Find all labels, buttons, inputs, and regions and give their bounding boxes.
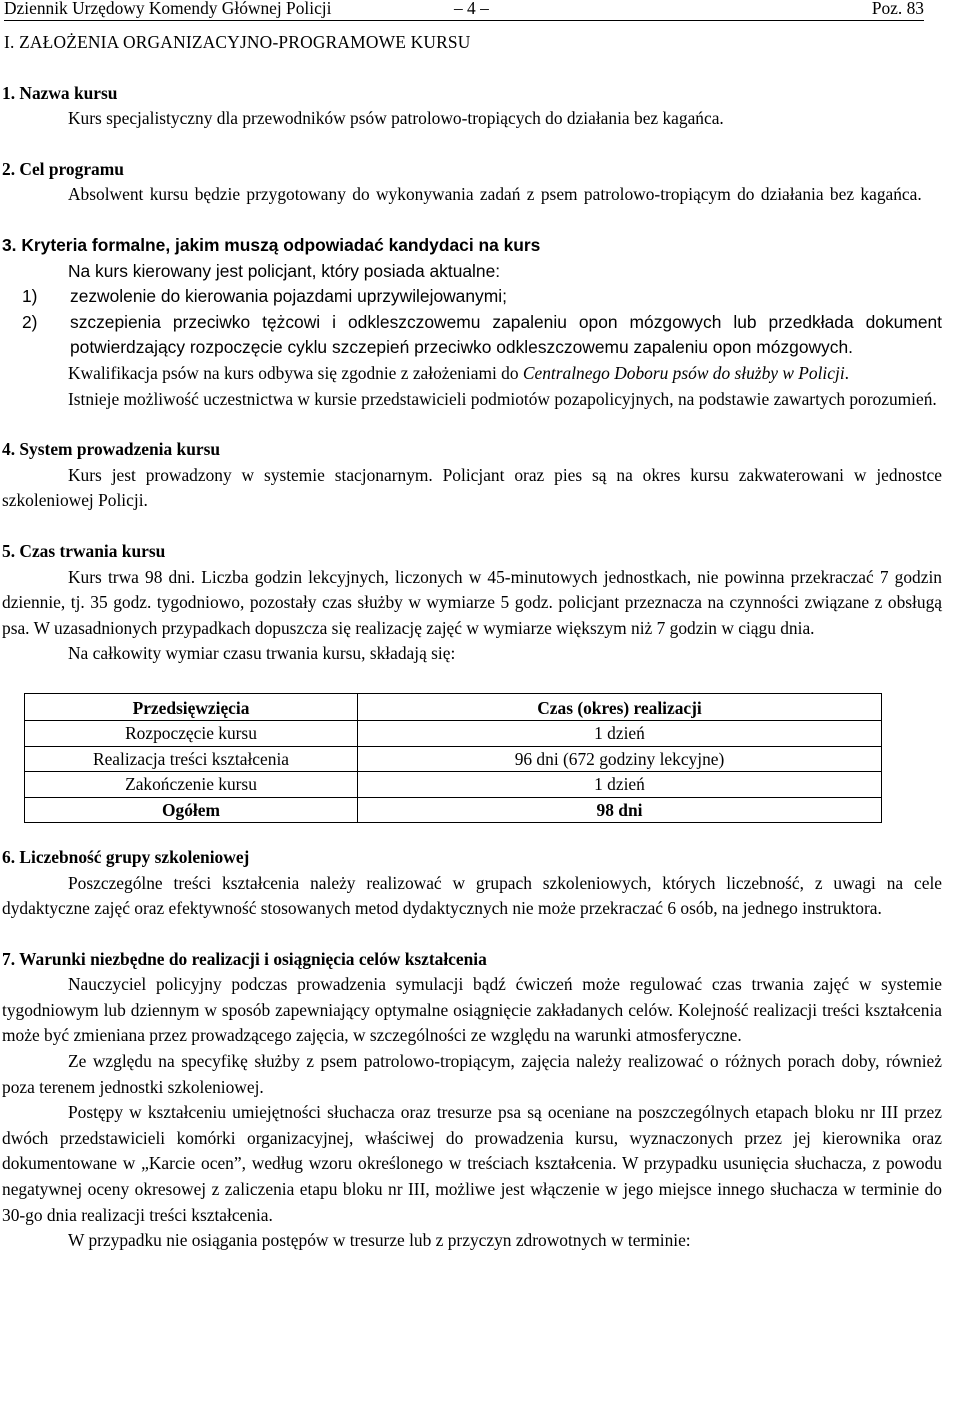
- table-cell: 96 dni (672 godziny lekcyjne): [358, 746, 882, 771]
- requirements-list: [2, 284, 942, 361]
- section-4-text: Kurs jest prowadzony w systemie stacjonarnym. Policjant oraz pies są na okres kursu zakwaterowani w jednostce szkoleniowej Policji.: [2, 464, 942, 511]
- header-rule: [4, 20, 924, 21]
- section-6-text: Poszczególne treści kształcenia należy realizować w grupach szkoleniowych, których liczebność, z uwagi na cele dydaktyczne zajęć oraz efektywność stosowanych metod dydaktycznych nie może przekraczać 6 osób, na jednego instruktora.: [2, 872, 942, 919]
- section-7-title: 7. Warunki niezbędne do realizacji i osiągnięcia celów kształcenia: [2, 948, 487, 969]
- section-1-text: Kurs specjalistyczny dla przewodników psów patrolowo-tropiących do działania bez kagańca.: [68, 108, 724, 129]
- section-3-qualification: Kwalifikacja psów na kurs odbywa się zgodnie z założeniami do Centralnego Doboru psów do służby w Policji.: [68, 362, 850, 383]
- table-header-row: [25, 693, 882, 720]
- chapter-title: I. ZAŁOŻENIA ORGANIZACYJNO-PROGRAMOWE KURSU: [4, 32, 471, 52]
- table-cell: Realizacja treści kształcenia: [25, 746, 358, 771]
- table-cell: Zakończenie kursu: [25, 772, 358, 797]
- section-2-text: Absolwent kursu będzie przygotowany do wykonywania zadań z psem patrolowo-tropiącym do działania bez kagańca.: [68, 184, 922, 205]
- section-3-title: 3. Kryteria formalne, jakim muszą odpowiadać kandydaci na kurs: [2, 234, 541, 255]
- section-3-intro: Na kurs kierowany jest policjant, który posiada aktualne:: [68, 260, 501, 281]
- table-total-row: [25, 797, 882, 822]
- section-6-title: 6. Liczebność grupy szkoleniowej: [2, 846, 250, 867]
- section-1-title: 1. Nazwa kursu: [2, 82, 118, 103]
- section-5-title: 5. Czas trwania kursu: [2, 540, 166, 561]
- section-7-p2: Ze względu na specyfikę służby z psem patrolowo-tropiącym, zajęcia należy realizować o różnych porach doby, również poza terenem jednostki szkoleniowej.: [2, 1051, 942, 1097]
- header-position: Poz. 83: [871, 0, 924, 18]
- section-7-p1: Nauczyciel policyjny podczas prowadzenia symulacji bądź ćwiczeń może regulować czas trwania zajęć w systemie tygodniowym lub dziennym w sposób zapewniający optymalne osiągnięcie zakładanych celów. Kolejność realizacji treści kształcenia może być zmieniana przez prowadzącego zajęcia, w szczególności ze względu na warunki atmosferyczne.: [2, 974, 942, 1046]
- section-5-text: Kurs trwa 98 dni. Liczba godzin lekcyjnych, liczonych w 45-minutowych jednostkach, nie powinna przekraczać 7 godzin dziennie, tj. 35 godz. tygodniowo, pozostały czas służby w wymiarze 5 godz. policjant przeznacza na czynności związane z obsługą psa. W uzasadnionych przypadkach dopuszcza się realizację zajęć w wymiarze większym niż 7 godzin w ciągu dnia.: [2, 566, 942, 638]
- section-1: [2, 81, 942, 132]
- section-3: [2, 233, 942, 361]
- section-3-external: Istnieje możliwość uczestnictwa w kursie przedstawicieli podmiotów pozapolicyjnych, na podstawie zawartych porozumień.: [68, 388, 937, 409]
- page-header: [2, 0, 942, 18]
- list-item: 2) szczepienia przeciwko tężcowi i odkleszczowemu zapaleniu opon mózgowych lub przedkłada dokument potwierdzający rozpoczęcie cyklu szczepień przeciwko odkleszczowemu zapaleniu opon mózgowych.: [22, 311, 942, 358]
- table-header-cell: Przedsięwzięcia: [25, 693, 358, 720]
- table-row: [25, 746, 882, 771]
- list-item: 1) zezwolenie do kierowania pojazdami uprzywilejowanymi;: [22, 286, 507, 307]
- table-cell: Ogółem: [25, 797, 358, 822]
- table-cell: Rozpoczęcie kursu: [25, 721, 358, 746]
- section-7: [2, 947, 942, 1254]
- section-4: [2, 437, 942, 514]
- table-header-cell: Czas (okres) realizacji: [358, 693, 882, 720]
- table-cell: 98 dni: [358, 797, 882, 822]
- table-row: [25, 721, 882, 746]
- section-5: [2, 539, 942, 823]
- section-2-title: 2. Cel programu: [2, 158, 124, 179]
- header-journal-title: Dziennik Urzędowy Komendy Głównej Policji: [4, 0, 332, 18]
- section-2: [2, 157, 942, 208]
- table-cell: 1 dzień: [358, 721, 882, 746]
- section-6: [2, 845, 942, 922]
- section-5-text2: Na całkowity wymiar czasu trwania kursu, składają się:: [68, 643, 456, 664]
- duration-table: [24, 693, 882, 823]
- table-cell: 1 dzień: [358, 772, 882, 797]
- italic-reference: Centralnego Doboru psów do służby w Policji: [522, 362, 845, 383]
- section-4-title: 4. System prowadzenia kursu: [2, 439, 221, 460]
- section-7-p4: W przypadku nie osiągania postępów w tresurze lub z przyczyn zdrowotnych w terminie:: [68, 1230, 691, 1251]
- table-row: [25, 772, 882, 797]
- section-7-p3: Postępy w kształceniu umiejętności słuchacza oraz tresurze psa są oceniane na poszczególnych etapach bloku nr III przez dwóch przedstawicieli komórki organizacyjnej, właściwej do prowadzenia kursu, wyznaczonych przez jej kierownika oraz dokumentowane w „Karcie ocen”, według wzoru określonego w treściach kształcenia. W przypadku usunięcia słuchacza, z powodu negatywnej oceny okresowej z zaliczenia etapu bloku nr III, możliwe jest włączenie w jego miejsce innego słuchacza w terminie do 30-go dnia realizacji treści kształcenia.: [2, 1102, 942, 1225]
- header-page-number: – 4 –: [454, 0, 489, 18]
